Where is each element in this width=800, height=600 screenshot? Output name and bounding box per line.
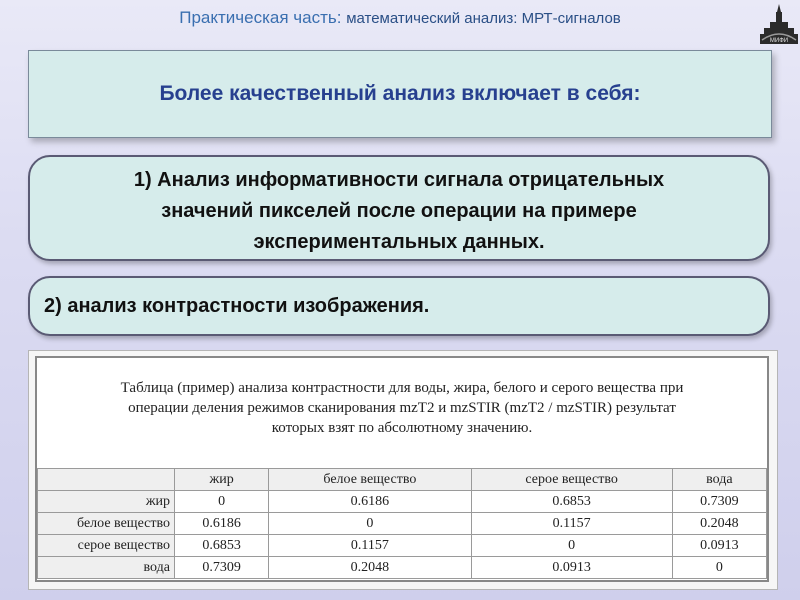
table-row (38, 557, 767, 579)
column-header: жир (175, 469, 269, 491)
table-cell: 0.6853 (471, 491, 672, 513)
table-header-row (38, 469, 767, 491)
slide-header (0, 8, 800, 28)
table-cell: 0.1157 (269, 535, 471, 557)
table-row (38, 513, 767, 535)
title-text: Более качественный анализ включает в себя: (159, 82, 641, 105)
table-cell: 0.2048 (672, 513, 766, 535)
table-cell: 0.6186 (175, 513, 269, 535)
item-2-text: 2) анализ контрастности изображения. (44, 294, 430, 317)
table-cell: 0.0913 (672, 535, 766, 557)
table-panel (28, 350, 778, 590)
title-box (28, 50, 772, 138)
table-cell: 0 (471, 535, 672, 557)
column-header: серое вещество (471, 469, 672, 491)
row-header: вода (38, 557, 175, 579)
table-row (38, 535, 767, 557)
table-cell: 0.6853 (175, 535, 269, 557)
row-header: белое вещество (38, 513, 175, 535)
row-header: жир (38, 491, 175, 513)
logo-text: МИФИ (769, 38, 789, 44)
corner-cell (38, 469, 175, 491)
table-frame (35, 356, 769, 582)
item-1-line-3: экспериментальных данных. (253, 231, 545, 253)
table-cell: 0.0913 (471, 557, 672, 579)
header-main: Практическая часть: (179, 8, 342, 27)
row-header: серое вещество (38, 535, 175, 557)
caption-line-3: которых взят по абсолютному значению. (271, 420, 533, 436)
table-cell: 0.7309 (175, 557, 269, 579)
caption-line-2: операции деления режимов сканирования mzT2 и mzSTIR (mzT2 / mzSTIR) результат (128, 400, 676, 416)
column-header: вода (672, 469, 766, 491)
table-cell: 0.6186 (269, 491, 471, 513)
item-1-line-2: значений пикселей после операции на примере (161, 200, 637, 222)
item-1-box (28, 155, 770, 261)
table-cell: 0 (269, 513, 471, 535)
item-1-line-1: 1) Анализ информативности сигнала отрицательных (133, 169, 665, 191)
header-sub: математический анализ: МРТ-сигналов (346, 10, 621, 27)
table-caption (37, 358, 767, 456)
table-row (38, 491, 767, 513)
column-header: белое вещество (269, 469, 471, 491)
contrast-table (37, 468, 767, 579)
table-cell: 0 (175, 491, 269, 513)
table-cell: 0 (672, 557, 766, 579)
caption-line-1: Таблица (пример) анализа контрастности для воды, жира, белого и серого вещества при (120, 380, 684, 396)
item-2-box (28, 276, 770, 336)
table-cell: 0.7309 (672, 491, 766, 513)
table-cell: 0.2048 (269, 557, 471, 579)
university-logo-icon (758, 2, 800, 46)
table-cell: 0.1157 (471, 513, 672, 535)
